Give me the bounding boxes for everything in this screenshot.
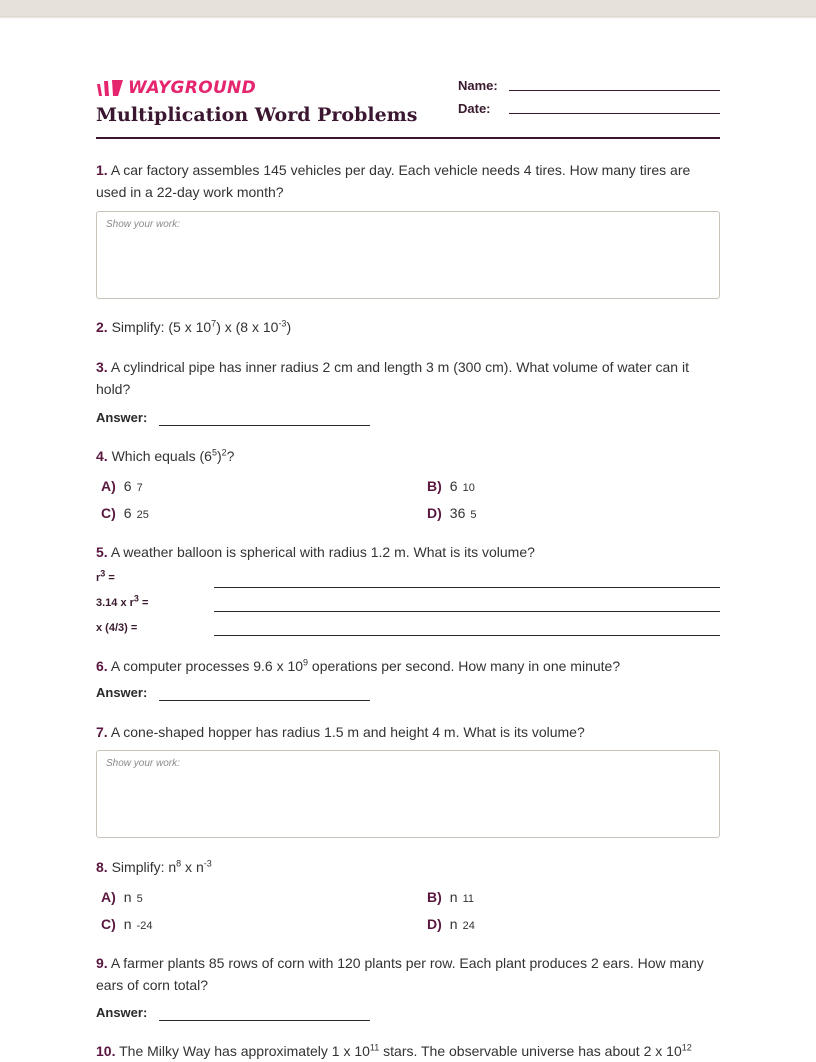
question-9 xyxy=(96,952,720,996)
question-text: ) xyxy=(286,319,292,335)
option-exponent: -24 xyxy=(136,920,153,932)
question-text: ? xyxy=(226,448,235,464)
exponent: -3 xyxy=(278,318,287,329)
brand-mark-icon xyxy=(96,78,124,98)
step-field-2[interactable] xyxy=(214,611,720,612)
option-base: n xyxy=(123,916,132,932)
option-d[interactable] xyxy=(427,916,475,932)
option-base: 6 xyxy=(123,478,132,494)
option-letter: B) xyxy=(427,478,442,494)
option-b[interactable] xyxy=(427,478,475,494)
question-number: 3. xyxy=(96,359,108,375)
option-letter: D) xyxy=(427,916,442,932)
question-text: A cylindrical pipe has inner radius 2 cm and length 3 m (300 cm). What volume of water can it hold? xyxy=(96,359,689,397)
question-3 xyxy=(96,356,720,400)
option-letter: C) xyxy=(101,505,116,521)
answer-label: Answer: xyxy=(96,1005,148,1020)
answer-label: Answer: xyxy=(96,410,148,425)
worksheet-title: Multiplication Word Problems xyxy=(96,104,418,126)
name-field[interactable] xyxy=(509,90,720,91)
exponent: 3 xyxy=(133,593,139,604)
answer-field-9[interactable] xyxy=(159,1020,370,1021)
exponent: 9 xyxy=(303,657,309,668)
step-text: r xyxy=(96,572,101,584)
option-a[interactable] xyxy=(101,478,143,494)
step-label-2 xyxy=(96,593,149,609)
option-base: n xyxy=(449,889,458,905)
question-text: ) x (8 x 10 xyxy=(216,319,279,335)
work-placeholder: Show your work: xyxy=(106,219,180,230)
question-text: A farmer plants 85 rows of corn with 120 plants per row. Each plant produces 2 ears. How many ears of corn total? xyxy=(96,955,704,993)
question-number: 8. xyxy=(96,859,108,875)
exponent: 3 xyxy=(100,568,106,579)
question-text: operations per second. How many in one minute? xyxy=(308,658,621,674)
option-c[interactable] xyxy=(101,916,152,932)
question-number: 5. xyxy=(96,544,108,560)
question-text: ) xyxy=(216,448,222,464)
exponent: 8 xyxy=(176,858,182,869)
question-text: A cone-shaped hopper has radius 1.5 m and height 4 m. What is its volume? xyxy=(110,724,585,740)
option-base: 36 xyxy=(449,505,466,521)
step-text: 3.14 x r xyxy=(96,597,134,609)
question-8 xyxy=(96,856,720,878)
option-base: 6 xyxy=(123,505,132,521)
question-number: 10. xyxy=(96,1043,116,1059)
question-number: 9. xyxy=(96,955,108,971)
answer-field-3[interactable] xyxy=(159,425,370,426)
work-box-1[interactable] xyxy=(96,211,720,299)
question-6 xyxy=(96,655,720,677)
step-field-1[interactable] xyxy=(214,587,720,588)
option-letter: A) xyxy=(101,889,116,905)
exponent: 12 xyxy=(681,1042,692,1053)
exponent: 7 xyxy=(211,318,217,329)
step-text: = xyxy=(138,597,149,609)
top-bar-shadow xyxy=(0,16,816,19)
option-base: n xyxy=(123,889,132,905)
option-c[interactable] xyxy=(101,505,149,521)
question-text: A car factory assembles 145 vehicles per day. Each vehicle needs 4 tires. How many tires are used in a 22-day work month? xyxy=(96,162,691,200)
question-2 xyxy=(96,316,720,338)
question-5 xyxy=(96,541,720,563)
option-a[interactable] xyxy=(101,889,143,905)
option-base: n xyxy=(449,916,458,932)
question-text: x n xyxy=(181,859,204,875)
question-10 xyxy=(96,1040,720,1062)
option-b[interactable] xyxy=(427,889,474,905)
question-number: 6. xyxy=(96,658,108,674)
exponent: 2 xyxy=(221,447,227,458)
question-number: 1. xyxy=(96,162,108,178)
step-field-3[interactable] xyxy=(214,635,720,636)
work-placeholder: Show your work: xyxy=(106,758,180,769)
option-exponent: 5 xyxy=(136,893,143,905)
option-exponent: 5 xyxy=(470,509,477,521)
exponent: 11 xyxy=(369,1042,380,1053)
option-exponent: 7 xyxy=(136,482,143,494)
option-base: 6 xyxy=(449,478,458,494)
question-4 xyxy=(96,445,720,467)
name-label: Name: xyxy=(458,78,498,93)
question-number: 4. xyxy=(96,448,108,464)
top-bar xyxy=(0,0,816,16)
option-exponent: 24 xyxy=(462,920,475,932)
step-text: = xyxy=(105,572,115,584)
answer-field-6[interactable] xyxy=(159,700,370,701)
date-field[interactable] xyxy=(509,113,720,114)
step-label-3 xyxy=(96,622,137,634)
question-1 xyxy=(96,159,720,203)
option-letter: D) xyxy=(427,505,442,521)
question-text: A weather balloon is spherical with radius 1.2 m. What is its volume? xyxy=(110,544,535,560)
work-box-7[interactable] xyxy=(96,750,720,838)
option-letter: B) xyxy=(427,889,442,905)
exponent: 5 xyxy=(211,447,217,458)
option-exponent: 25 xyxy=(136,509,149,521)
option-letter: A) xyxy=(101,478,116,494)
question-number: 7. xyxy=(96,724,108,740)
answer-label: Answer: xyxy=(96,685,148,700)
question-number: 2. xyxy=(96,319,108,335)
question-text: The Milky Way has approximately 1 x 10 xyxy=(119,1043,370,1059)
question-text: Simplify: n xyxy=(111,859,177,875)
option-letter: C) xyxy=(101,916,116,932)
brand-name: WAYGROUND xyxy=(128,78,257,98)
question-text: Simplify: (5 x 10 xyxy=(111,319,212,335)
brand-logo xyxy=(96,78,256,98)
step-label-1 xyxy=(96,568,115,584)
question-text: stars. The observable universe has about 2 x 10 xyxy=(379,1043,682,1059)
option-exponent: 11 xyxy=(462,893,474,905)
question-7 xyxy=(96,721,720,743)
exponent: -3 xyxy=(203,858,212,869)
question-text: A computer processes 9.6 x 10 xyxy=(110,658,304,674)
option-exponent: 10 xyxy=(462,482,475,494)
date-label: Date: xyxy=(458,101,491,116)
question-text: Which equals (6 xyxy=(111,448,212,464)
header-divider xyxy=(96,137,720,139)
option-d[interactable] xyxy=(427,505,476,521)
step-text: x (4/3) = xyxy=(96,622,138,634)
